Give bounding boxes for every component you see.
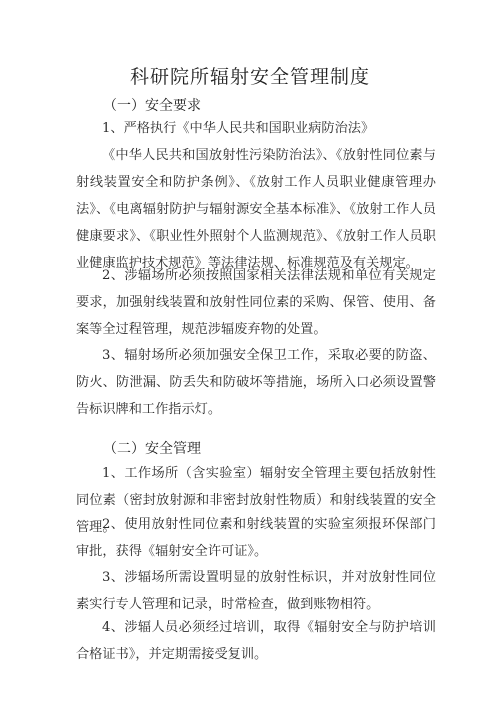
document-title: 科研院所辐射安全管理制度 (129, 66, 370, 88)
section-heading-safety-requirements: （一）安全要求 (103, 98, 201, 114)
paragraph-regulations-list: 《中华人民共和国放射性污染防治法》、《放射性同位素与射线装置安全和防护条例》、《放射工作人员职业健康管理办法》、《电离辐射防护与辐射源安全基本标准》、《放射工作人员健康要求》、《职业性外照射个人监测规范》、《放射工作人员职业健康监护技术规范》等法律法规、标准规范及有关规定。 (76, 148, 436, 271)
paragraph-management-4: 4、涉辐人员必须经过培训，取得《辐射安全与防护培训合格证书》，并定期需接受复训。 (76, 620, 436, 662)
paragraph-requirement-1: 1、严格执行《中华人民共和国职业病防治法》 (102, 121, 375, 136)
paragraph-management-2: 2、使用放射性同位素和射线装置的实验室须报环保部门审批，获得《辐射安全许可证》。 (76, 517, 436, 559)
section-heading-safety-management: （二）安全管理 (103, 441, 201, 457)
paragraph-management-3: 3、涉辐场所需设置明显的放射性标识，并对放射性同位素实行专人管理和记录，时常检查，做到账物相符。 (76, 570, 436, 612)
paragraph-requirement-2: 2、涉辐场所必须按照国家相关法律法规和单位有关规定要求，加强射线装置和放射性同位素的采购、保管、使用、备案等全过程管理，规范涉辐废弃物的处置。 (76, 268, 436, 337)
paragraph-management-1: 1、工作场所（含实验室）辐射安全管理主要包括放射性同位素（密封放射源和非密封放射性物质）和射线装置的安全管理。 (76, 466, 436, 535)
paragraph-requirement-3: 3、辐射场所必须加强安全保卫工作，采取必要的防盗、防火、防泄漏、防丢失和防破坏等措施，场所入口必须设置警告标识牌和工作指示灯。 (76, 348, 436, 417)
